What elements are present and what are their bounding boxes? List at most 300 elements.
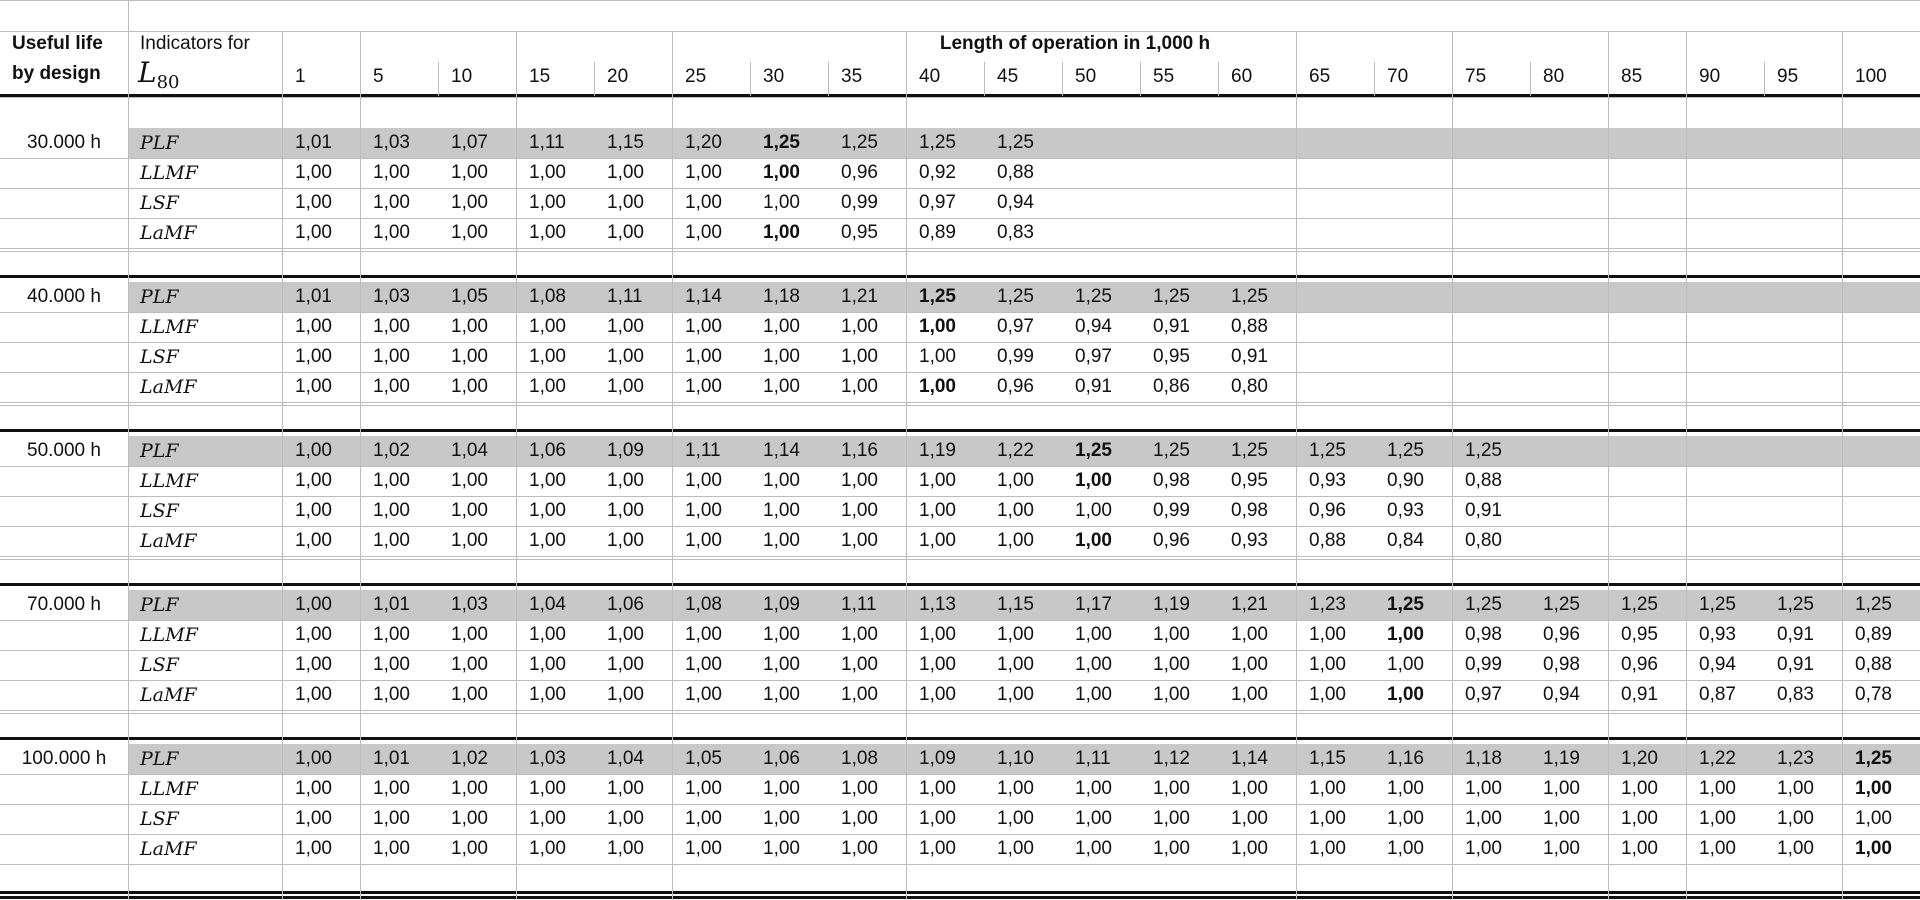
table-cell: 1,00 [919,376,956,397]
table-cell: 1,00 [919,808,956,829]
column-line [1686,31,1687,900]
table-cell: 1,25 [1387,594,1424,615]
table-cell: 1,00 [763,222,800,243]
table-cell: 1,00 [841,500,878,521]
table-cell: 1,00 [451,376,488,397]
table-cell: 1,00 [529,500,566,521]
table-cell: 1,00 [1855,838,1892,859]
table-cell: 1,15 [1309,748,1346,769]
group-spacer-line [0,559,1920,560]
table-cell: 1,00 [1621,808,1658,829]
table-cell: 0,98 [1465,624,1502,645]
table-cell: 1,00 [451,192,488,213]
column-line [516,31,517,900]
table-cell: 1,01 [295,132,332,153]
table-cell: 1,00 [607,192,644,213]
table-cell: 1,00 [373,346,410,367]
table-cell: 1,00 [1309,808,1346,829]
indicator-lamf: LaMF [140,838,197,860]
column-line [1296,31,1297,900]
table-cell: 1,23 [1777,748,1814,769]
table-cell: 1,00 [1075,624,1112,645]
table-cell: 1,12 [1153,748,1190,769]
column-header-35: 35 [841,66,863,87]
table-cell: 1,00 [1075,838,1112,859]
indicator-plf: PLF [140,748,179,770]
table-cell: 1,00 [685,778,722,799]
table-cell: 0,94 [1075,316,1112,337]
table-cell: 1,00 [1309,684,1346,705]
group-spacer-line [0,713,1920,714]
table-cell: 1,00 [451,500,488,521]
column-header-10: 10 [451,66,473,87]
table-cell: 1,00 [685,838,722,859]
table-cell: 1,00 [1075,470,1112,491]
table-cell: 1,00 [295,470,332,491]
row-line [0,158,1920,159]
table-cell: 1,19 [1543,748,1580,769]
table-cell: 0,88 [1231,316,1268,337]
column-header-30: 30 [763,66,785,87]
table-cell: 1,00 [1465,808,1502,829]
column-line [1608,31,1609,900]
table-cell: 1,25 [1465,594,1502,615]
table-cell: 1,00 [685,500,722,521]
table-cell: 0,96 [1309,500,1346,521]
table-cell: 1,00 [607,624,644,645]
table-cell: 1,18 [1465,748,1502,769]
table-cell: 1,00 [1621,838,1658,859]
group-rule [0,429,1920,432]
table-cell: 1,11 [1075,748,1111,769]
column-line [672,31,673,900]
table-cell: 0,96 [1543,624,1580,645]
table-cell: 1,00 [1153,808,1190,829]
table-cell: 1,00 [529,162,566,183]
column-header-75: 75 [1465,66,1487,87]
table-cell: 1,00 [451,470,488,491]
column-tick [594,62,595,96]
table-cell: 1,00 [1465,778,1502,799]
table-cell: 1,00 [529,192,566,213]
table-cell: 1,00 [295,222,332,243]
table-cell: 1,25 [1309,440,1346,461]
table-cell: 1,00 [763,684,800,705]
column-tick [1062,62,1063,96]
table-cell: 1,00 [1543,838,1580,859]
table-cell: 1,00 [295,748,332,769]
table-cell: 1,11 [685,440,721,461]
table-cell: 1,00 [1153,778,1190,799]
table-cell: 1,00 [1075,500,1112,521]
table-cell: 1,25 [1075,440,1112,461]
table-cell: 1,00 [295,346,332,367]
table-cell: 1,00 [1231,624,1268,645]
table-cell: 1,00 [1153,684,1190,705]
table-cell: 1,00 [1075,684,1112,705]
table-cell: 1,00 [451,316,488,337]
table-cell: 1,00 [451,654,488,675]
table-cell: 0,93 [1387,500,1424,521]
table-cell: 0,93 [1309,470,1346,491]
table-cell: 1,14 [685,286,722,307]
table-cell: 1,00 [685,162,722,183]
table-cell: 0,91 [1231,346,1268,367]
table-cell: 1,00 [1153,654,1190,675]
table-cell: 1,25 [1387,440,1424,461]
table-cell: 1,00 [919,316,956,337]
row-line [0,496,1920,497]
table-cell: 1,20 [685,132,722,153]
table-cell: 1,00 [373,654,410,675]
table-cell: 1,00 [1309,838,1346,859]
table-cell: 1,00 [841,470,878,491]
indicator-plf: PLF [140,594,179,616]
column-header-45: 45 [997,66,1019,87]
table-cell: 0,99 [1153,500,1190,521]
table-cell: 1,00 [919,530,956,551]
column-tick [1530,62,1531,96]
table-cell: 1,06 [607,594,644,615]
table-cell: 0,84 [1387,530,1424,551]
table-cell: 0,98 [1543,654,1580,675]
table-cell: 1,00 [1309,624,1346,645]
table-cell: 1,00 [685,222,722,243]
table-cell: 1,00 [1231,684,1268,705]
table-cell: 1,15 [607,132,644,153]
table-cell: 1,00 [1075,530,1112,551]
indicator-llmf: LLMF [140,162,198,184]
table-cell: 1,00 [373,838,410,859]
table-cell: 1,00 [373,500,410,521]
table-cell: 1,00 [841,316,878,337]
table-cell: 1,00 [373,778,410,799]
table-cell: 0,99 [997,346,1034,367]
column-tick [1764,62,1765,96]
table-cell: 0,88 [1855,654,1892,675]
group-rule [0,737,1920,740]
table-cell: 1,22 [997,440,1034,461]
column-tick [750,62,751,96]
indicator-llmf: LLMF [140,778,198,800]
table-cell: 1,00 [451,808,488,829]
table-cell: 1,00 [763,530,800,551]
table-cell: 1,18 [763,286,800,307]
table-cell: 0,88 [1309,530,1346,551]
table-cell: 1,00 [607,838,644,859]
column-tick [1374,62,1375,96]
table-cell: 1,07 [451,132,488,153]
indicator-lsf: LSF [140,500,179,522]
table-cell: 1,14 [1231,748,1268,769]
length-of-operation-title: Length of operation in 1,000 h [939,33,1211,54]
table-cell: 1,00 [763,470,800,491]
table-cell: 1,25 [1855,594,1892,615]
indicator-lsf: LSF [140,808,179,830]
table-cell: 1,00 [763,346,800,367]
table-cell: 1,00 [841,376,878,397]
table-cell: 1,06 [763,748,800,769]
table-cell: 0,92 [919,162,956,183]
table-cell: 0,80 [1465,530,1502,551]
table-cell: 1,04 [607,748,644,769]
table-cell: 1,00 [607,530,644,551]
column-line [360,31,361,900]
table-cell: 1,00 [997,808,1034,829]
table-cell: 1,00 [607,470,644,491]
table-cell: 0,89 [919,222,956,243]
column-tick [984,62,985,96]
table-cell: 0,95 [1153,346,1190,367]
table-cell: 1,02 [373,440,410,461]
table-cell: 1,00 [919,470,956,491]
useful-life-label: 100.000 h [21,748,107,769]
table-cell: 0,99 [1465,654,1502,675]
top-border [0,0,1920,1]
indicator-lamf: LaMF [140,222,197,244]
table-cell: 1,00 [1621,778,1658,799]
row-line [0,188,1920,189]
table-cell: 1,00 [451,684,488,705]
column-header-20: 20 [607,66,629,87]
table-cell: 1,00 [373,470,410,491]
table-cell: 1,00 [1777,838,1814,859]
group-rule [0,583,1920,586]
table-cell: 1,00 [529,346,566,367]
table-cell: 1,21 [1231,594,1268,615]
table-cell: 1,00 [1465,838,1502,859]
table-cell: 1,00 [1699,778,1736,799]
useful-life-label: 30.000 h [27,132,101,153]
table-cell: 1,00 [841,838,878,859]
table-cell: 0,96 [841,162,878,183]
table-cell: 0,95 [1621,624,1658,645]
table-cell: 1,00 [1699,808,1736,829]
column-header-40: 40 [919,66,941,87]
table-cell: 0,94 [1699,654,1736,675]
table-cell: 0,96 [997,376,1034,397]
table-cell: 1,00 [997,530,1034,551]
indicator-plf: PLF [140,286,179,308]
useful-life-label: 40.000 h [27,286,101,307]
table-cell: 1,00 [841,684,878,705]
table-cell: 1,08 [685,594,722,615]
column-line [1842,31,1843,900]
table-cell: 1,00 [997,778,1034,799]
table-cell: 1,00 [295,808,332,829]
table-cell: 0,83 [1777,684,1814,705]
table-cell: 1,14 [763,440,800,461]
table-cell: 1,19 [919,440,956,461]
table-cell: 1,00 [607,500,644,521]
table-cell: 1,00 [997,500,1034,521]
table-cell: 1,00 [529,838,566,859]
table-cell: 1,00 [373,624,410,645]
table-cell: 0,86 [1153,376,1190,397]
indicator-lsf: LSF [140,192,179,214]
table-cell: 1,00 [685,316,722,337]
table-cell: 0,83 [997,222,1034,243]
table-cell: 1,00 [607,222,644,243]
table-cell: 1,09 [607,440,644,461]
table-cell: 1,00 [685,346,722,367]
table-cell: 1,00 [1387,684,1424,705]
indicator-llmf: LLMF [140,316,198,338]
column-tick [1140,62,1141,96]
table-cell: 1,00 [997,684,1034,705]
table-cell: 1,00 [685,376,722,397]
table-cell: 1,00 [763,624,800,645]
table-cell: 0,89 [1855,624,1892,645]
table-cell: 1,16 [841,440,878,461]
table-cell: 1,00 [1387,808,1424,829]
table-cell: 1,00 [295,192,332,213]
table-cell: 1,00 [529,624,566,645]
table-cell: 1,25 [1855,748,1892,769]
indicator-lamf: LaMF [140,530,197,552]
table-cell: 1,03 [529,748,566,769]
table-cell: 1,01 [373,594,410,615]
table-cell: 1,00 [1543,808,1580,829]
column-header-70: 70 [1387,66,1409,87]
indicator-plf: PLF [140,132,179,154]
table-cell: 1,00 [763,654,800,675]
indicator-llmf: LLMF [140,470,198,492]
table-cell: 0,98 [1231,500,1268,521]
row-line [0,864,1920,865]
table-cell: 1,00 [841,778,878,799]
table-cell: 1,00 [997,470,1034,491]
table-cell: 1,25 [1465,440,1502,461]
table-cell: 0,93 [1699,624,1736,645]
table-cell: 1,00 [529,778,566,799]
table-cell: 1,19 [1153,594,1190,615]
table-cell: 1,00 [763,162,800,183]
group-rule [0,275,1920,278]
table-cell: 1,00 [841,624,878,645]
table-cell: 1,00 [763,192,800,213]
table-cell: 1,25 [919,132,956,153]
table-cell: 1,00 [1387,654,1424,675]
table-cell: 1,00 [529,684,566,705]
table-cell: 1,00 [295,594,332,615]
table-cell: 1,00 [1855,778,1892,799]
table-cell: 1,16 [1387,748,1424,769]
table-cell: 1,15 [997,594,1034,615]
table-cell: 1,00 [1387,838,1424,859]
column-line [282,31,283,900]
row-line [0,402,1920,403]
table-cell: 1,00 [919,500,956,521]
table-cell: 1,00 [295,316,332,337]
useful-life-header-line1: Useful life [12,33,103,54]
indicator-l80-symbol: $L_{80}$ [138,56,180,93]
table-cell: 1,00 [529,530,566,551]
table-cell: 1,00 [295,440,332,461]
table-cell: 1,25 [919,286,956,307]
row-line [0,372,1920,373]
table-cell: 1,05 [685,748,722,769]
row-line [0,218,1920,219]
table-cell: 1,00 [685,684,722,705]
table-cell: 1,00 [373,222,410,243]
table-cell: 1,25 [841,132,878,153]
table-cell: 0,96 [1621,654,1658,675]
group-spacer-line [0,251,1920,252]
table-cell: 1,00 [1075,654,1112,675]
column-header-100: 100 [1855,66,1887,87]
indicator-lsf: LSF [140,654,179,676]
table-cell: 1,25 [997,286,1034,307]
column-tick [438,62,439,96]
table-cell: 1,00 [295,778,332,799]
group-spacer-line [0,97,1920,98]
table-cell: 1,00 [919,654,956,675]
column-header-65: 65 [1309,66,1331,87]
table-cell: 1,25 [1231,440,1268,461]
table-cell: 1,25 [1777,594,1814,615]
table-cell: 1,00 [763,808,800,829]
indicators-header-line1: Indicators for [140,33,250,54]
table-cell: 1,25 [1153,286,1190,307]
table-cell: 1,25 [1075,286,1112,307]
table-cell: 0,87 [1699,684,1736,705]
indicator-lsf: LSF [140,346,179,368]
table-cell: 1,00 [373,808,410,829]
table-cell: 0,97 [1465,684,1502,705]
table-cell: 1,00 [373,316,410,337]
table-cell: 1,00 [919,778,956,799]
table-cell: 1,00 [1777,778,1814,799]
table-cell: 1,00 [295,162,332,183]
table-cell: 1,00 [607,316,644,337]
table-cell: 0,98 [1153,470,1190,491]
table-cell: 1,00 [1543,778,1580,799]
table-cell: 1,11 [841,594,877,615]
table-cell: 0,90 [1387,470,1424,491]
table-cell: 1,03 [373,132,410,153]
table-cell: 1,00 [997,624,1034,645]
column-header-55: 55 [1153,66,1175,87]
table-cell: 0,94 [997,192,1034,213]
group-spacer-line [0,405,1920,406]
table-cell: 1,00 [1387,624,1424,645]
table-cell: 1,03 [373,286,410,307]
table-cell: 1,00 [1231,838,1268,859]
table-cell: 0,91 [1465,500,1502,521]
table-cell: 1,00 [685,470,722,491]
table-cell: 1,25 [1621,594,1658,615]
table-cell: 1,00 [451,778,488,799]
table-cell: 1,25 [1699,594,1736,615]
table-cell: 1,00 [841,530,878,551]
table-cell: 0,97 [1075,346,1112,367]
table-cell: 1,00 [529,470,566,491]
table-cell: 1,00 [451,222,488,243]
column-header-80: 80 [1543,66,1565,87]
table-cell: 1,00 [295,654,332,675]
table-cell: 1,00 [1075,778,1112,799]
table-cell: 1,00 [841,808,878,829]
table-cell: 1,00 [295,684,332,705]
table-cell: 1,03 [451,594,488,615]
column-line [128,0,129,900]
row-line [0,248,1920,249]
useful-life-header-line2: by design [12,63,101,84]
table-cell: 0,91 [1777,654,1814,675]
table-cell: 1,22 [1699,748,1736,769]
table-cell: 1,00 [451,530,488,551]
